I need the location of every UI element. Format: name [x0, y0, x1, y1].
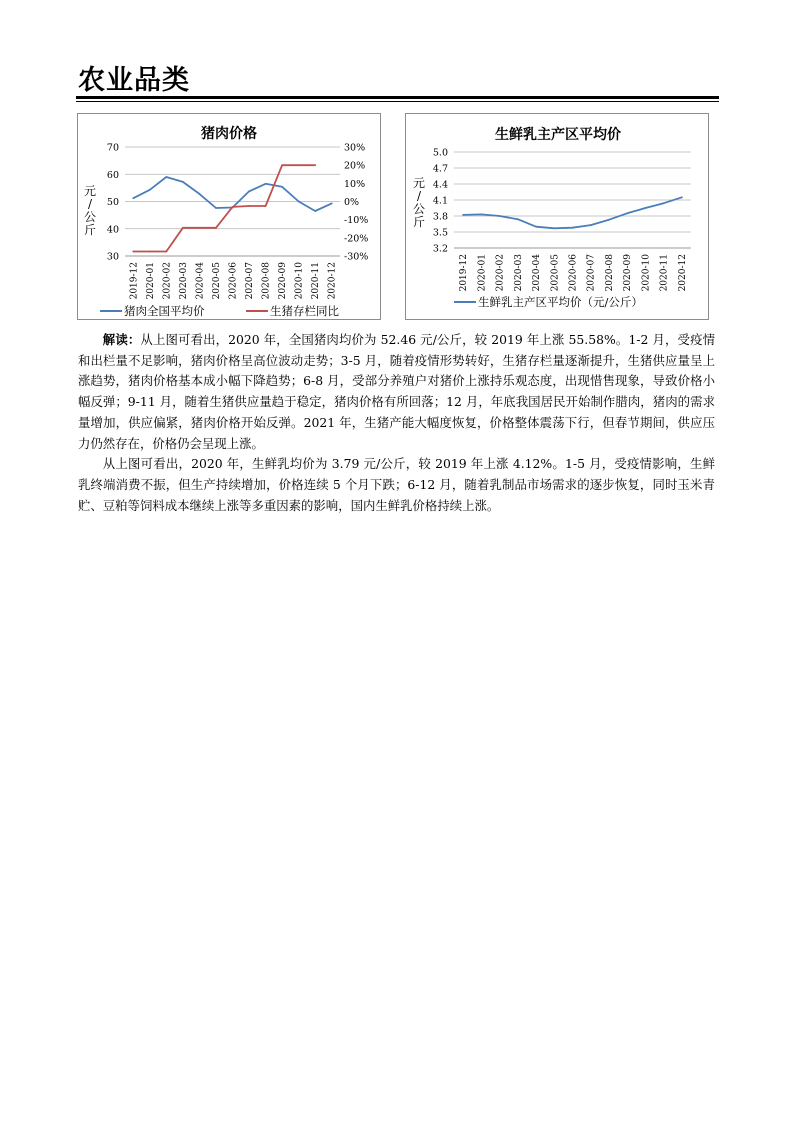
- x-tick-label: 2020-01: [477, 254, 488, 292]
- y2-tick-label: 0%: [344, 197, 360, 208]
- milk-price-chart: [405, 113, 709, 320]
- data-point: [132, 197, 134, 199]
- data-point: [132, 251, 134, 253]
- y2-tick-label: 20%: [344, 160, 366, 172]
- data-point: [232, 206, 234, 208]
- analysis-paragraph-milk: 从上图可看出，2020 年，生鲜乳均价为 3.79 元/公斤，较 2019 年上涨 4.12%。1-5 月，受疫情影响，生鲜乳终端消费不振，但生产持续增加，价格连续 5 个月下跌；6-12 月，随着乳制品市场需求的逐步恢复，同时玉米青贮、豆粕等饲料成本继续上涨等多重因素的影响，国内生鲜乳价格持续上涨。: [78, 456, 715, 513]
- y-tick-label: 4.4: [432, 179, 448, 191]
- x-tick-label: 2020-01: [145, 262, 156, 300]
- data-point: [462, 214, 464, 216]
- series-line-1: [463, 197, 682, 228]
- y-axis-label-char: 元: [83, 184, 97, 198]
- y-tick-label: 4.7: [432, 163, 448, 175]
- y2-tick-label: -30%: [344, 251, 369, 263]
- x-tick-label: 2020-10: [641, 254, 652, 292]
- x-tick-label: 2020-06: [568, 254, 579, 292]
- data-point: [165, 176, 167, 178]
- series-line-1: [133, 177, 331, 211]
- x-tick-label: 2020-02: [495, 254, 506, 292]
- x-tick-label: 2020-03: [513, 254, 524, 292]
- chart-title: 生鲜乳主产区平均价: [495, 127, 621, 143]
- x-tick-label: 2020-07: [245, 262, 256, 300]
- x-tick-label: 2020-04: [195, 262, 206, 300]
- analysis-lead: 解读：: [102, 332, 141, 347]
- x-tick-label: 2020-12: [677, 254, 688, 292]
- y2-tick-label: 30%: [344, 142, 366, 154]
- data-point: [480, 214, 482, 216]
- y-tick-label: 4.1: [432, 195, 448, 207]
- x-tick-label: 2020-04: [532, 254, 543, 292]
- data-point: [265, 205, 267, 207]
- data-point: [590, 224, 592, 226]
- y-axis-label-char: 斤: [412, 215, 426, 229]
- y-axis-label-char: 公: [412, 202, 426, 216]
- data-point: [499, 215, 501, 217]
- data-point: [626, 212, 628, 214]
- data-point: [681, 196, 683, 198]
- y-tick-label: 70: [106, 142, 119, 154]
- milk-price-chart-svg: [406, 114, 708, 319]
- data-point: [298, 201, 300, 203]
- x-tick-label: 2020-11: [659, 254, 670, 292]
- y-tick-label: 60: [106, 169, 119, 181]
- data-point: [331, 203, 333, 205]
- data-point: [535, 226, 537, 228]
- data-point: [215, 207, 217, 209]
- x-tick-label: 2020-05: [550, 254, 561, 292]
- y-tick-label: 3.8: [432, 211, 448, 223]
- chart-title: 猪肉价格: [201, 126, 257, 142]
- x-tick-label: 2020-08: [604, 254, 615, 292]
- section-title: 农业品类: [78, 65, 190, 96]
- data-point: [182, 181, 184, 183]
- x-tick-label: 2020-02: [162, 262, 173, 300]
- legend-label: 生猪存栏同比: [270, 304, 339, 318]
- y-axis-label-char: /: [87, 197, 93, 211]
- x-tick-label: 2020-09: [623, 254, 634, 292]
- data-point: [572, 227, 574, 229]
- data-point: [149, 189, 151, 191]
- y2-tick-label: -20%: [344, 233, 369, 245]
- x-tick-label: 2020-12: [327, 262, 338, 300]
- data-point: [281, 164, 283, 166]
- x-tick-label: 2020-05: [211, 262, 222, 300]
- x-tick-label: 2020-06: [228, 262, 239, 300]
- data-point: [517, 218, 519, 220]
- x-tick-label: 2020-10: [294, 262, 305, 300]
- data-point: [314, 210, 316, 212]
- legend-label: 猪肉全国平均价: [124, 304, 205, 318]
- x-tick-label: 2020-03: [178, 262, 189, 300]
- y-axis-label-char: 公: [83, 210, 97, 224]
- data-point: [182, 227, 184, 229]
- y-tick-label: 50: [106, 197, 119, 208]
- legend-label: 生鲜乳主产区平均价（元/公斤）: [478, 295, 643, 309]
- pork-price-chart: [77, 113, 381, 320]
- data-point: [553, 227, 555, 229]
- data-point: [298, 164, 300, 166]
- x-tick-label: 2020-09: [278, 262, 289, 300]
- x-tick-label: 2020-11: [311, 262, 322, 300]
- data-point: [663, 202, 665, 204]
- data-point: [645, 207, 647, 209]
- x-tick-label: 2019-12: [459, 254, 470, 292]
- y2-tick-label: -10%: [344, 215, 369, 227]
- title-rule-thin: [76, 101, 719, 102]
- y-tick-label: 30: [106, 251, 119, 263]
- y-tick-label: 3.5: [432, 227, 448, 239]
- y-axis-label-char: /: [416, 189, 422, 203]
- x-tick-label: 2019-12: [129, 262, 140, 300]
- y-axis-label-char: 斤: [83, 223, 97, 237]
- title-rule-thick: [76, 96, 719, 99]
- analysis-paragraph-pork: [78, 330, 715, 454]
- data-point: [199, 193, 201, 195]
- data-point: [149, 251, 151, 253]
- y-tick-label: 5.0: [432, 147, 448, 159]
- data-point: [248, 191, 250, 193]
- y2-tick-label: 10%: [344, 178, 366, 190]
- data-point: [314, 164, 316, 166]
- x-tick-label: 2020-07: [586, 254, 597, 292]
- data-point: [608, 219, 610, 221]
- data-point: [265, 183, 267, 185]
- x-tick-label: 2020-08: [261, 262, 272, 300]
- pork-price-chart-svg: [78, 114, 380, 319]
- data-point: [199, 227, 201, 229]
- y-axis-label-char: 元: [412, 176, 426, 190]
- analysis-pork-text: 从上图可看出，2020 年，全国猪肉均价为 52.46 元/公斤，较 2019 年上涨 55.58%。1-2 月，受疫情和出栏量不足影响，猪肉价格呈高位波动走势；3-5 月，随着疫情形势转好，生猪存栏量逐渐提升，生猪供应量呈上涨趋势，猪肉价格基本成小幅下降趋势；6-8 月，受部分养殖户对猪价上涨持乐观态度，出现惜售现象，导致价格小幅反弹；9-11 月，随着生猪供应量趋于稳定，猪肉价格有所回落；12 月，年底我国居民开始制作腊肉，猪肉的需求量增加，供应偏紧，猪肉价格开始反弹。2021 年，生猪产能大幅度恢复，价格整体震荡下行，但春节期间，供应压力仍然存在，价格仍会呈现上涨。: [78, 332, 716, 451]
- y-tick-label: 40: [106, 224, 119, 236]
- data-point: [281, 186, 283, 188]
- y-tick-label: 3.2: [432, 243, 448, 255]
- data-point: [248, 205, 250, 207]
- analysis-text: [78, 330, 715, 516]
- data-point: [215, 227, 217, 229]
- data-point: [165, 251, 167, 253]
